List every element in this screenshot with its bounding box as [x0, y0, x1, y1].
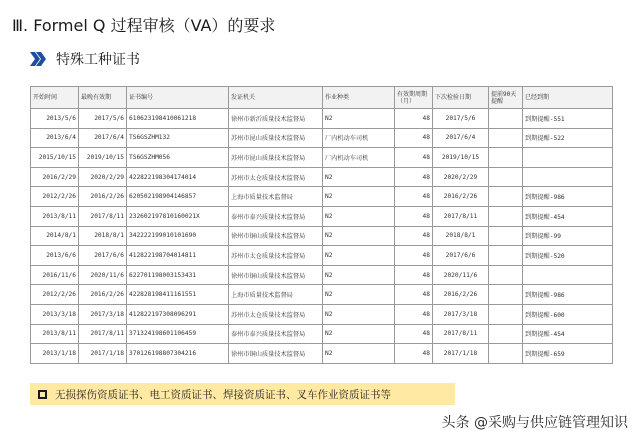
table-cell: 620502198904146857: [127, 187, 229, 207]
certificate-table: [30, 86, 613, 364]
table-cell: 徐州市铜山质量技术监督局: [229, 344, 323, 364]
table-cell: 2013/3/18: [31, 304, 79, 324]
table-cell: 2019/10/15: [79, 148, 127, 168]
table-cell: [489, 187, 523, 207]
table-cell: 苏州市太仓质量技术监督局: [229, 246, 323, 266]
table-cell: 徐州市新沂质量技术监督局: [229, 109, 323, 129]
table-cell: 苏州市太仓质量技术监督局: [229, 167, 323, 187]
table-cell: 2012/2/26: [31, 285, 79, 305]
table-row: [31, 148, 613, 168]
table-cell: 412822197308096291: [127, 304, 229, 324]
table-cell: 412822198704014811: [127, 246, 229, 266]
table-cell: 48: [395, 226, 433, 246]
table-cell: 2020/2/29: [433, 167, 489, 187]
table-header-row: [31, 87, 613, 109]
table-cell: 2013/8/11: [31, 206, 79, 226]
table-cell: 苏州市昆山质量技术监督局: [229, 128, 323, 148]
table-row: [31, 187, 613, 207]
section-subtitle: 特殊工种证书: [56, 52, 140, 68]
table-cell: [489, 206, 523, 226]
table-cell: 2020/11/6: [79, 265, 127, 285]
table-cell: 48: [395, 265, 433, 285]
table-cell: N2: [323, 324, 395, 344]
table-cell: 422822198304174014: [127, 167, 229, 187]
table-cell: N2: [323, 109, 395, 129]
table-cell: [489, 344, 523, 364]
table-cell: 厂内机动车司机: [323, 148, 395, 168]
table-cell: N2: [323, 265, 395, 285]
table-cell: 2015/10/15: [31, 148, 79, 168]
table-row: [31, 226, 613, 246]
table-cell: 徐州市铜山质量技术监督局: [229, 226, 323, 246]
table-cell: 48: [395, 109, 433, 129]
table-cell: 到期提醒-454: [523, 206, 613, 226]
page-title: Ⅲ. Formel Q 过程审核（VA）的要求: [12, 16, 276, 35]
table-cell: 2013/6/6: [31, 246, 79, 266]
table-row: [31, 246, 613, 266]
footer-note-bar: [30, 383, 455, 405]
table-cell: 2017/3/18: [79, 304, 127, 324]
table-cell: 2016/2/26: [79, 285, 127, 305]
column-header: 提前90天提醒: [489, 87, 523, 109]
table-cell: 厂内机动车司机: [323, 128, 395, 148]
table-cell: 2017/8/11: [79, 206, 127, 226]
column-header: 证书编号: [127, 87, 229, 109]
table-cell: 2016/2/26: [433, 285, 489, 305]
table-cell: 到期提醒-522: [523, 128, 613, 148]
table-cell: 48: [395, 324, 433, 344]
table-cell: [489, 324, 523, 344]
table-cell: 48: [395, 206, 433, 226]
table-cell: [523, 148, 613, 168]
table-cell: 2016/2/26: [79, 187, 127, 207]
table-cell: N2: [323, 206, 395, 226]
square-bullet-icon: [38, 390, 47, 399]
table-cell: TS6GSZHM132: [127, 128, 229, 148]
table-cell: TS6GSZHM056: [127, 148, 229, 168]
table-cell: 2017/6/4: [433, 128, 489, 148]
table-cell: 371324198601106459: [127, 324, 229, 344]
table-cell: 2018/8/1: [433, 226, 489, 246]
table-cell: 2017/8/11: [433, 206, 489, 226]
table-row: [31, 109, 613, 129]
section-header: [30, 48, 140, 70]
table-cell: N2: [323, 304, 395, 324]
table-cell: 2017/8/11: [433, 324, 489, 344]
table-cell: 2013/5/6: [31, 109, 79, 129]
column-header: 有效期周期（月）: [395, 87, 433, 109]
table-cell: 到期提醒-99: [523, 226, 613, 246]
table-cell: [489, 109, 523, 129]
table-row: [31, 167, 613, 187]
table-cell: [523, 265, 613, 285]
column-header: 作业种类: [323, 87, 395, 109]
table-cell: 422828198411161551: [127, 285, 229, 305]
table-cell: N2: [323, 344, 395, 364]
table-cell: N2: [323, 167, 395, 187]
table-cell: 370126198807304216: [127, 344, 229, 364]
table-cell: [489, 304, 523, 324]
table-cell: 2017/6/6: [79, 246, 127, 266]
table-row: [31, 344, 613, 364]
table-cell: 上海市质量技术监督局: [229, 187, 323, 207]
table-cell: 徐州市铜山质量技术监督局: [229, 265, 323, 285]
table-cell: 2017/1/18: [79, 344, 127, 364]
footer-note: 无损探伤资质证书、电工资质证书、焊接资质证书、叉车作业资质证书等: [55, 388, 391, 401]
table-cell: 2013/1/18: [31, 344, 79, 364]
column-header: 开始时间: [31, 87, 79, 109]
table-cell: 232602197810160021X: [127, 206, 229, 226]
table-cell: 2018/8/1: [79, 226, 127, 246]
table-row: [31, 304, 613, 324]
table-row: [31, 324, 613, 344]
table-cell: 2017/5/6: [79, 109, 127, 129]
table-cell: 到期提醒-551: [523, 109, 613, 129]
table-cell: [489, 226, 523, 246]
table-cell: 2017/3/18: [433, 304, 489, 324]
table-cell: [489, 128, 523, 148]
table-cell: 2014/8/1: [31, 226, 79, 246]
table-row: [31, 265, 613, 285]
table-cell: 2019/10/15: [433, 148, 489, 168]
double-chevron-right-icon: [30, 52, 46, 66]
table-row: [31, 128, 613, 148]
table-cell: 2016/11/6: [31, 265, 79, 285]
table-cell: 2012/2/26: [31, 187, 79, 207]
table-cell: [523, 167, 613, 187]
table-cell: 2017/6/6: [433, 246, 489, 266]
table-cell: 48: [395, 128, 433, 148]
table-cell: 2017/8/11: [79, 324, 127, 344]
table-row: [31, 206, 613, 226]
table-cell: 48: [395, 246, 433, 266]
table-cell: 48: [395, 148, 433, 168]
table-cell: 2020/2/29: [79, 167, 127, 187]
table-cell: [489, 246, 523, 266]
table-cell: 2017/1/18: [433, 344, 489, 364]
table-cell: 到期提醒-986: [523, 187, 613, 207]
table-cell: 泰州市泰兴质量技术监督局: [229, 324, 323, 344]
table-cell: 2020/11/6: [433, 265, 489, 285]
column-header: 已经到期: [523, 87, 613, 109]
table-cell: 2017/6/4: [79, 128, 127, 148]
table-cell: 2016/2/26: [433, 187, 489, 207]
table-cell: [489, 285, 523, 305]
table-cell: 到期提醒-986: [523, 285, 613, 305]
table-cell: [489, 148, 523, 168]
table-cell: 2017/5/6: [433, 109, 489, 129]
table-cell: 48: [395, 344, 433, 364]
table-cell: 泰州市泰兴质量技术监督局: [229, 206, 323, 226]
table-cell: 苏州市太仓质量技术监督局: [229, 304, 323, 324]
table-cell: 48: [395, 285, 433, 305]
table-cell: [489, 265, 523, 285]
table-cell: 2013/6/4: [31, 128, 79, 148]
column-header: 下次检验日期: [433, 87, 489, 109]
table-cell: N2: [323, 246, 395, 266]
table-row: [31, 285, 613, 305]
table-cell: 苏州市昆山质量技术监督局: [229, 148, 323, 168]
table-cell: 48: [395, 304, 433, 324]
table-cell: 342222199010101690: [127, 226, 229, 246]
table-cell: 到期提醒-659: [523, 344, 613, 364]
watermark: 头条 @采购与供应链管理知识: [441, 415, 628, 431]
column-header: 最晚有效期: [79, 87, 127, 109]
table-cell: 48: [395, 167, 433, 187]
table-cell: [489, 167, 523, 187]
table-cell: 622701198003153431: [127, 265, 229, 285]
table-cell: 2016/2/29: [31, 167, 79, 187]
table-cell: 到期提醒-600: [523, 304, 613, 324]
table-cell: 2013/8/11: [31, 324, 79, 344]
table-cell: 610623198410061218: [127, 109, 229, 129]
table-cell: N2: [323, 187, 395, 207]
column-header: 发证机关: [229, 87, 323, 109]
table-cell: 到期提醒-520: [523, 246, 613, 266]
table-cell: 48: [395, 187, 433, 207]
table-cell: N2: [323, 285, 395, 305]
table-cell: N2: [323, 226, 395, 246]
table-cell: 上海市质量技术监督局: [229, 285, 323, 305]
table-cell: 到期提醒-454: [523, 324, 613, 344]
